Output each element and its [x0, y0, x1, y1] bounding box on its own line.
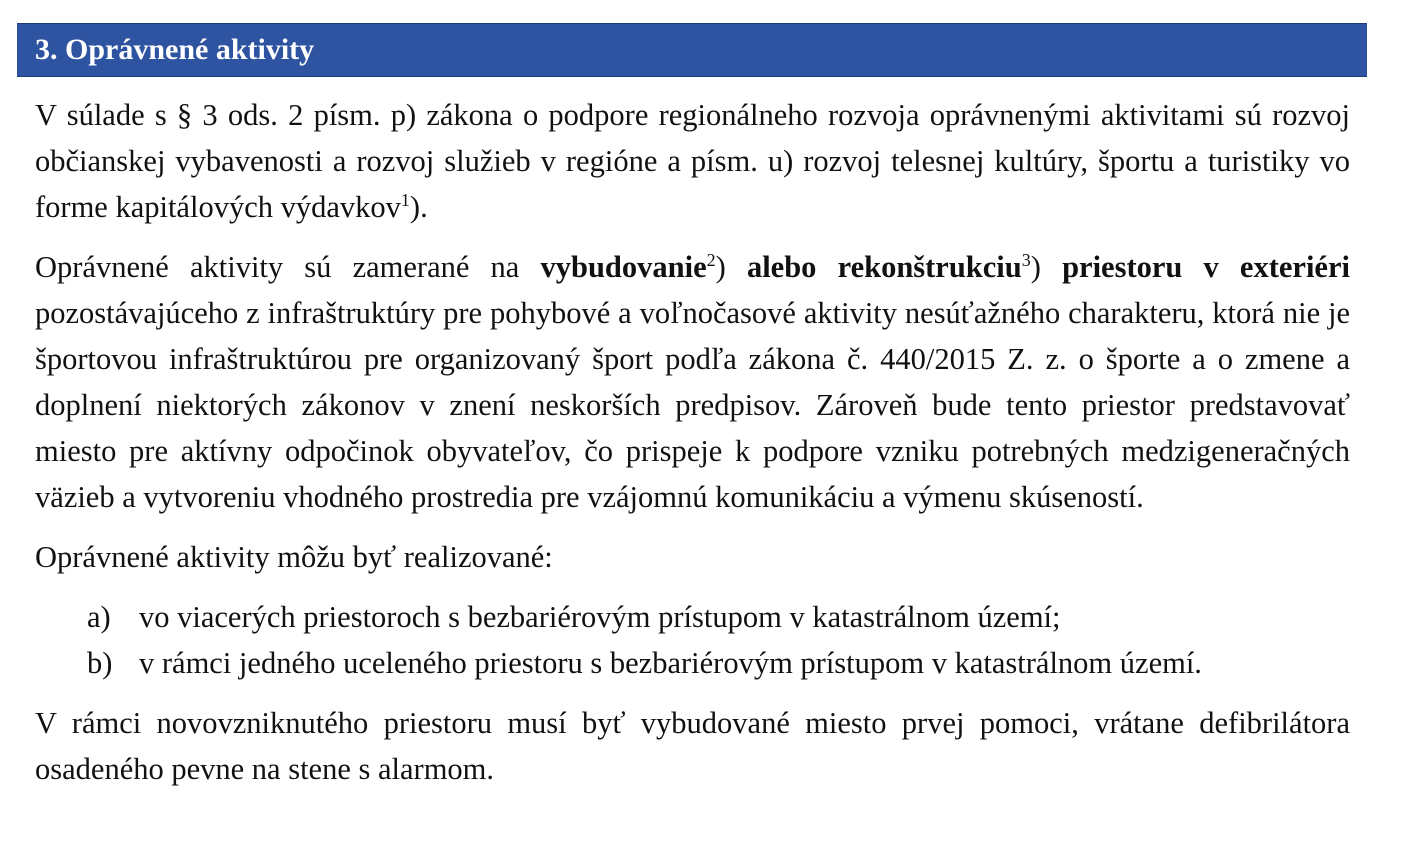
scope-bold-exterior-space: priestoru v exteriéri — [1062, 250, 1350, 284]
list-marker-a: a) — [87, 600, 111, 634]
list-marker-b: b) — [87, 646, 113, 680]
section-title: 3. Oprávnené aktivity — [35, 33, 315, 66]
list-item-b-text: v rámci jedného uceleného priestoru s bezbariérovým prístupom v katastrálnom území. — [139, 646, 1202, 680]
section-header-bar — [17, 23, 1367, 77]
footnote-ref-3[interactable]: 3 — [1021, 249, 1031, 270]
footnote-ref-1[interactable]: 1 — [400, 189, 410, 210]
scope-rest-text: pozostávajúceho z infraštruktúry pre pohybové a voľnočasové aktivity nesúťažného charakteru, ktorá nie je športovou infraštruktúrou pre organizovaný šport podľa zákona č. 440/2015 Z. z. o športe a o zmene a doplnení niektorých zákonov v znení neskorších predpisov. Zároveň bude tento priestor predstavovať miesto pre aktívny odpočinok obyvateľov, čo prispeje k podpore vzniku potrebných medzigeneračných väzieb a vytvoreniu vhodného prostredia pre vzájomnú komunikáciu a výmenu skúseností. — [35, 296, 1350, 514]
paragraph-legal-basis-text: V súlade s § 3 ods. 2 písm. p) zákona o podpore regionálneho rozvoja oprávnenými aktivitami sú rozvoj občianskej vybavenosti a rozvoj služieb v regióne a písm. u) rozvoj telesnej kultúry, športu a turistiky vo forme kapitálových výdavkov — [35, 98, 1350, 224]
footnote-ref-2[interactable]: 2 — [706, 249, 716, 270]
scope-bold-construction: vybudovanie — [540, 250, 707, 284]
scope-bold-reconstruction: alebo rekonštrukciu — [746, 250, 1022, 284]
section-body — [35, 92, 1350, 806]
scope-separator-1: ) — [715, 250, 747, 284]
paragraph-realization-intro: Oprávnené aktivity môžu byť realizované: — [35, 540, 553, 574]
list-item-b — [35, 640, 1350, 686]
realization-options-list — [35, 594, 1350, 686]
paragraph-activities-scope — [35, 244, 1350, 520]
scope-lead-text: Oprávnené aktivity sú zamerané na — [35, 250, 541, 284]
list-item-a — [35, 594, 1350, 640]
list-item-a-text: vo viacerých priestoroch s bezbariérovým prístupom v katastrálnom území; — [139, 600, 1061, 634]
paragraph-legal-basis — [35, 92, 1350, 230]
scope-separator-2: ) — [1030, 250, 1063, 284]
paragraph-first-aid: V rámci novovzniknutého priestoru musí byť vybudované miesto prvej pomoci, vrátane defibrilátora osadeného pevne na stene s alarmom. — [35, 706, 1350, 786]
paragraph-legal-basis-tail: ). — [409, 190, 428, 224]
